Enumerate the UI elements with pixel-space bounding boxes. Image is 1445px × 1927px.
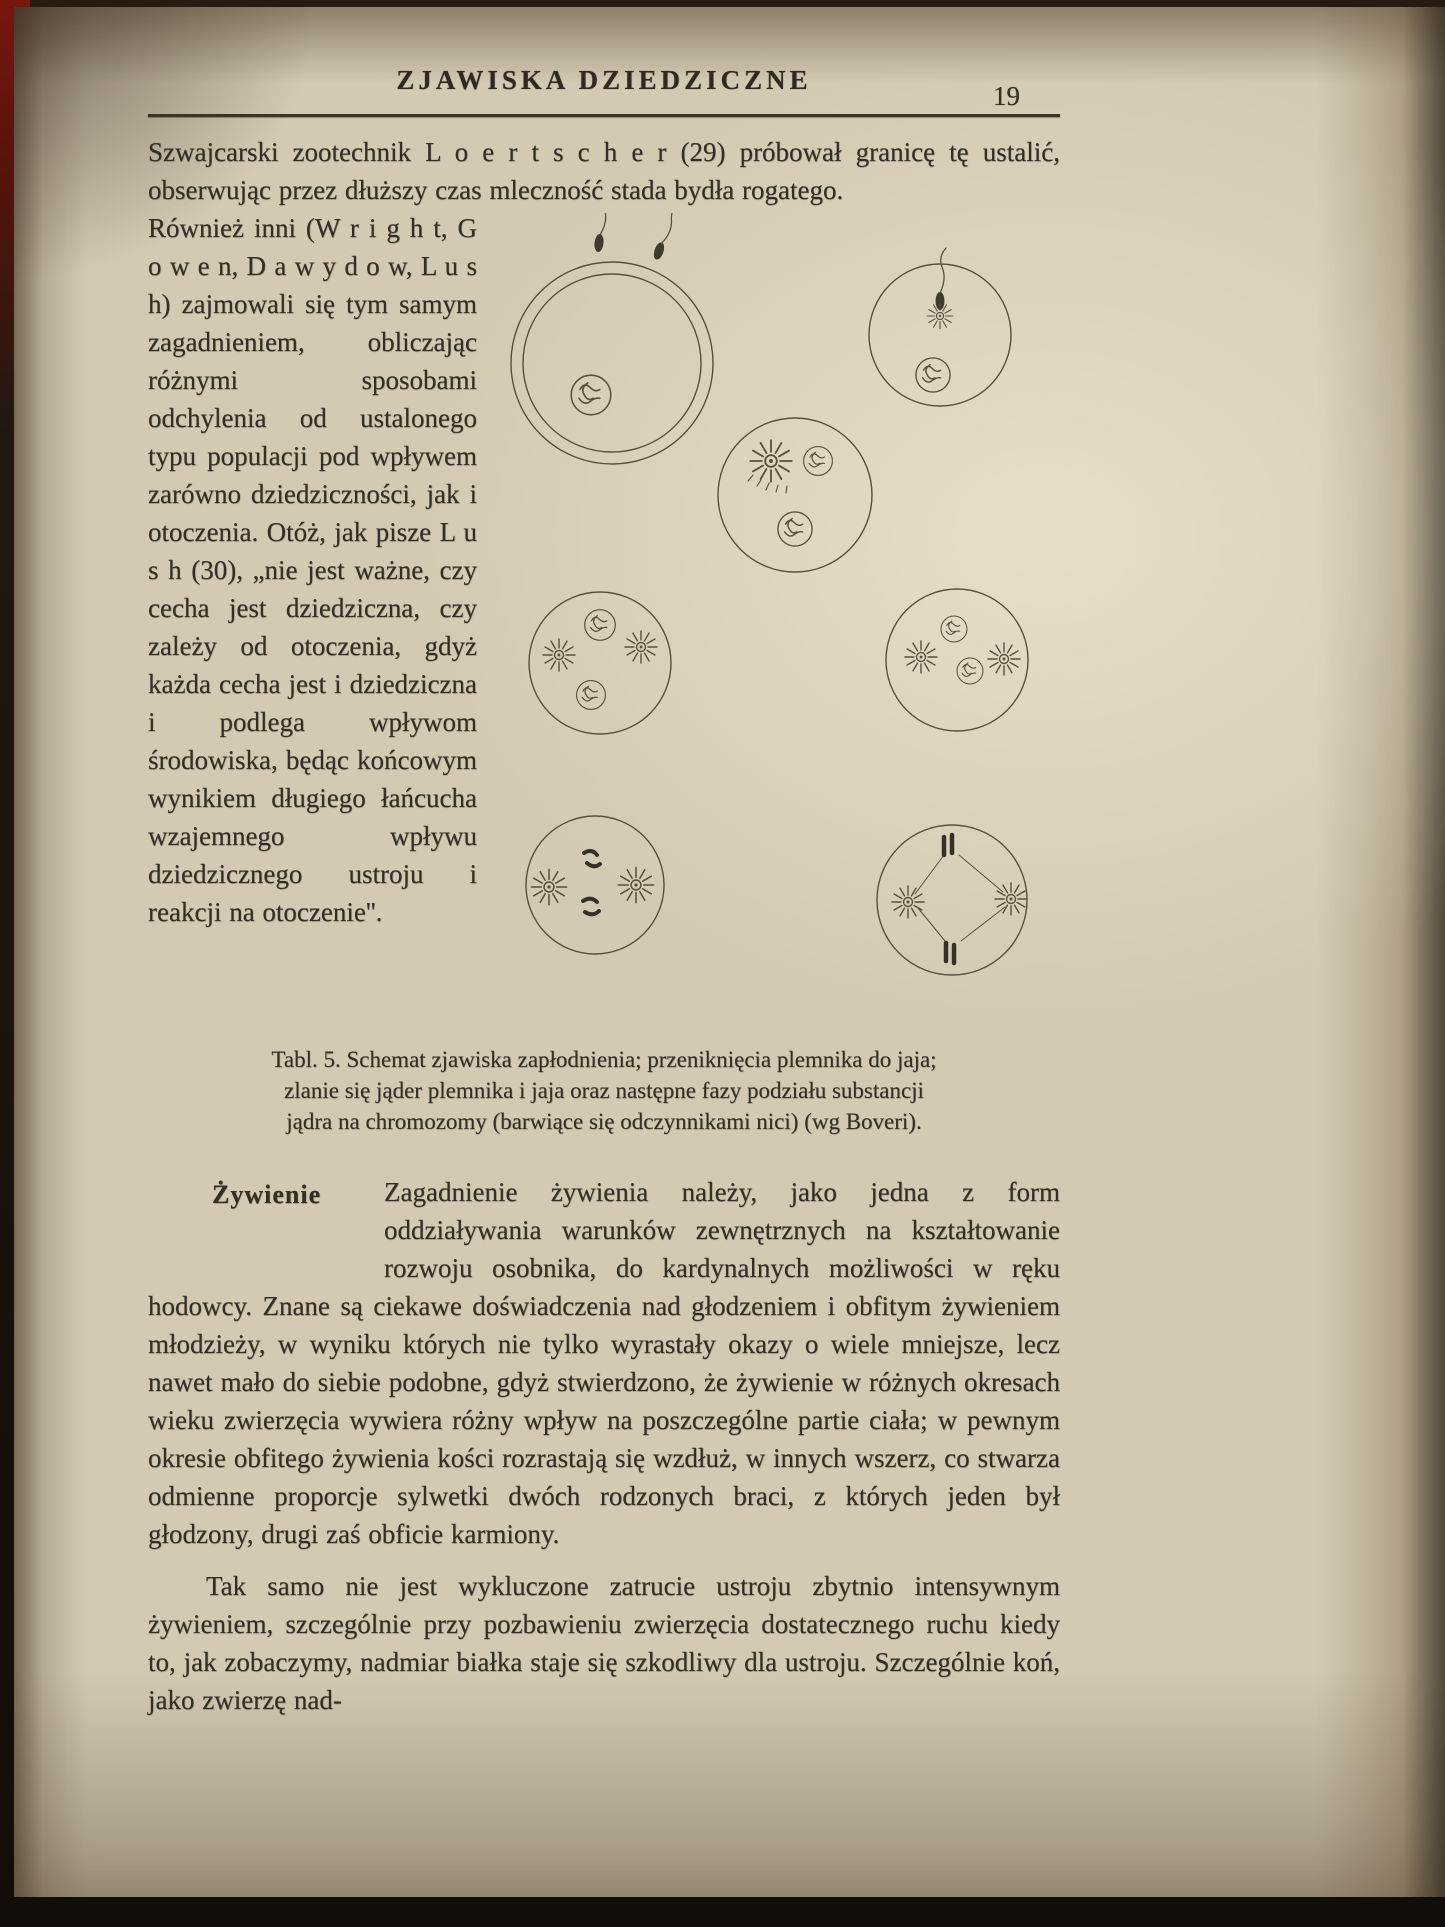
running-header-title: ZJAWISKA DZIEDZICZNE <box>396 65 812 95</box>
paragraph-final-text: Tak samo nie jest wykluczone zatrucie ustroju zbytnio intensywnym żywieniem, szczególnie przy pozbawieniu zwierzęcia dostatecznego ruchu kiedy to, jak zobaczymy, nadmiar białka staje się szkodliwy dla ustroju. Szczególnie koń, jako zwierzę nad- <box>148 1571 1060 1715</box>
page-number: 19 <box>993 81 1020 111</box>
figure-caption-line: jądra na chromozomy (barwiące się odczynnikami nici) (wg Boveri). <box>286 1109 922 1134</box>
fertilization-diagram <box>495 213 1060 1008</box>
stage-metaphase <box>526 816 664 954</box>
fertilization-stages-svg <box>495 213 1060 1003</box>
stage-asters-chromatin <box>886 589 1028 731</box>
stage-anaphase-spindle <box>877 825 1027 975</box>
stage-pronuclei-approach <box>718 418 872 572</box>
paragraph-wrapped-text: Również inni (W r i g h t, G o w e n, D a w y d o w, L u s h) zajmowali się tym samym zagadnieniem, obliczając różnymi sposobami odchylenia od ustalonego typu populacji pod wpływem zarówno dziedziczności, jak i otoczenia. Otóż, jak pisze L u s h (30), „nie jest ważne, czy cecha jest dziedziczna, czy zależy od otoczenia, gdyż każda cecha jest i dziedziczna i podlega wpływom środowiska, będąc końcowym wynikiem długiego łańcucha wzajemnego wpływu dziedzicznego ustroju i reakcji na otoczenie''. <box>148 213 477 927</box>
page-header <box>148 51 1060 117</box>
figure-caption <box>148 1018 1060 1137</box>
section-margin-label: Żywienie <box>212 1180 322 1209</box>
paragraph-intro <box>148 133 1060 209</box>
section-paragraph-text: Zagadnienie żywienia należy, jako jedna z form oddziaływania warunków zewnętrznych na kształtowanie rozwoju osobnika, do kardynalnych możliwości w ręku hodowcy. Znane są ciekawe doświadczenia nad głodzeniem i obfitym żywieniem młodzieży, w wyniku których nie tylko wyrastały okazy o wiele mniejsze, lecz nawet mało do siebie podobne, gdyż stwierdzono, że żywienie w różnych okresach wieku zwierzęcia wywiera różny wpływ na poszczególne partie ciała; w pewnym okresie obfitego żywienia kości rozrastają się wzdłuż, w innych wszerz, co stwarza odmienne proporcje sylwetki dwóch rodzonych braci, z których jeden był głodzony, drugi zaś obficie karmiony. <box>148 1177 1060 1549</box>
paragraph-final <box>148 1567 1060 1719</box>
stage-egg-with-sperm <box>511 213 713 464</box>
book-page <box>14 7 1445 1897</box>
paragraph-intro-text: Szwajcarski zootechnik L o e r t s c h e r (29) próbował granicę tę ustalić, obserwując przez dłuższy czas mleczność stada bydła rogatego. <box>148 137 1060 205</box>
section-nutrition <box>148 1173 1060 1553</box>
header-rule <box>148 114 1060 117</box>
page-content <box>148 51 1060 1719</box>
stage-sperm-entering <box>869 248 1011 406</box>
text-and-figure-block <box>148 209 1060 931</box>
stage-division-prep <box>529 592 671 734</box>
figure-caption-line: Tabl. 5. Schemat zjawiska zapłodnienia; przeniknięcia plemnika do jaja; <box>271 1047 937 1072</box>
figure-caption-line: zlanie się jąder plemnika i jaja oraz następne fazy podziału substancji <box>284 1078 924 1103</box>
